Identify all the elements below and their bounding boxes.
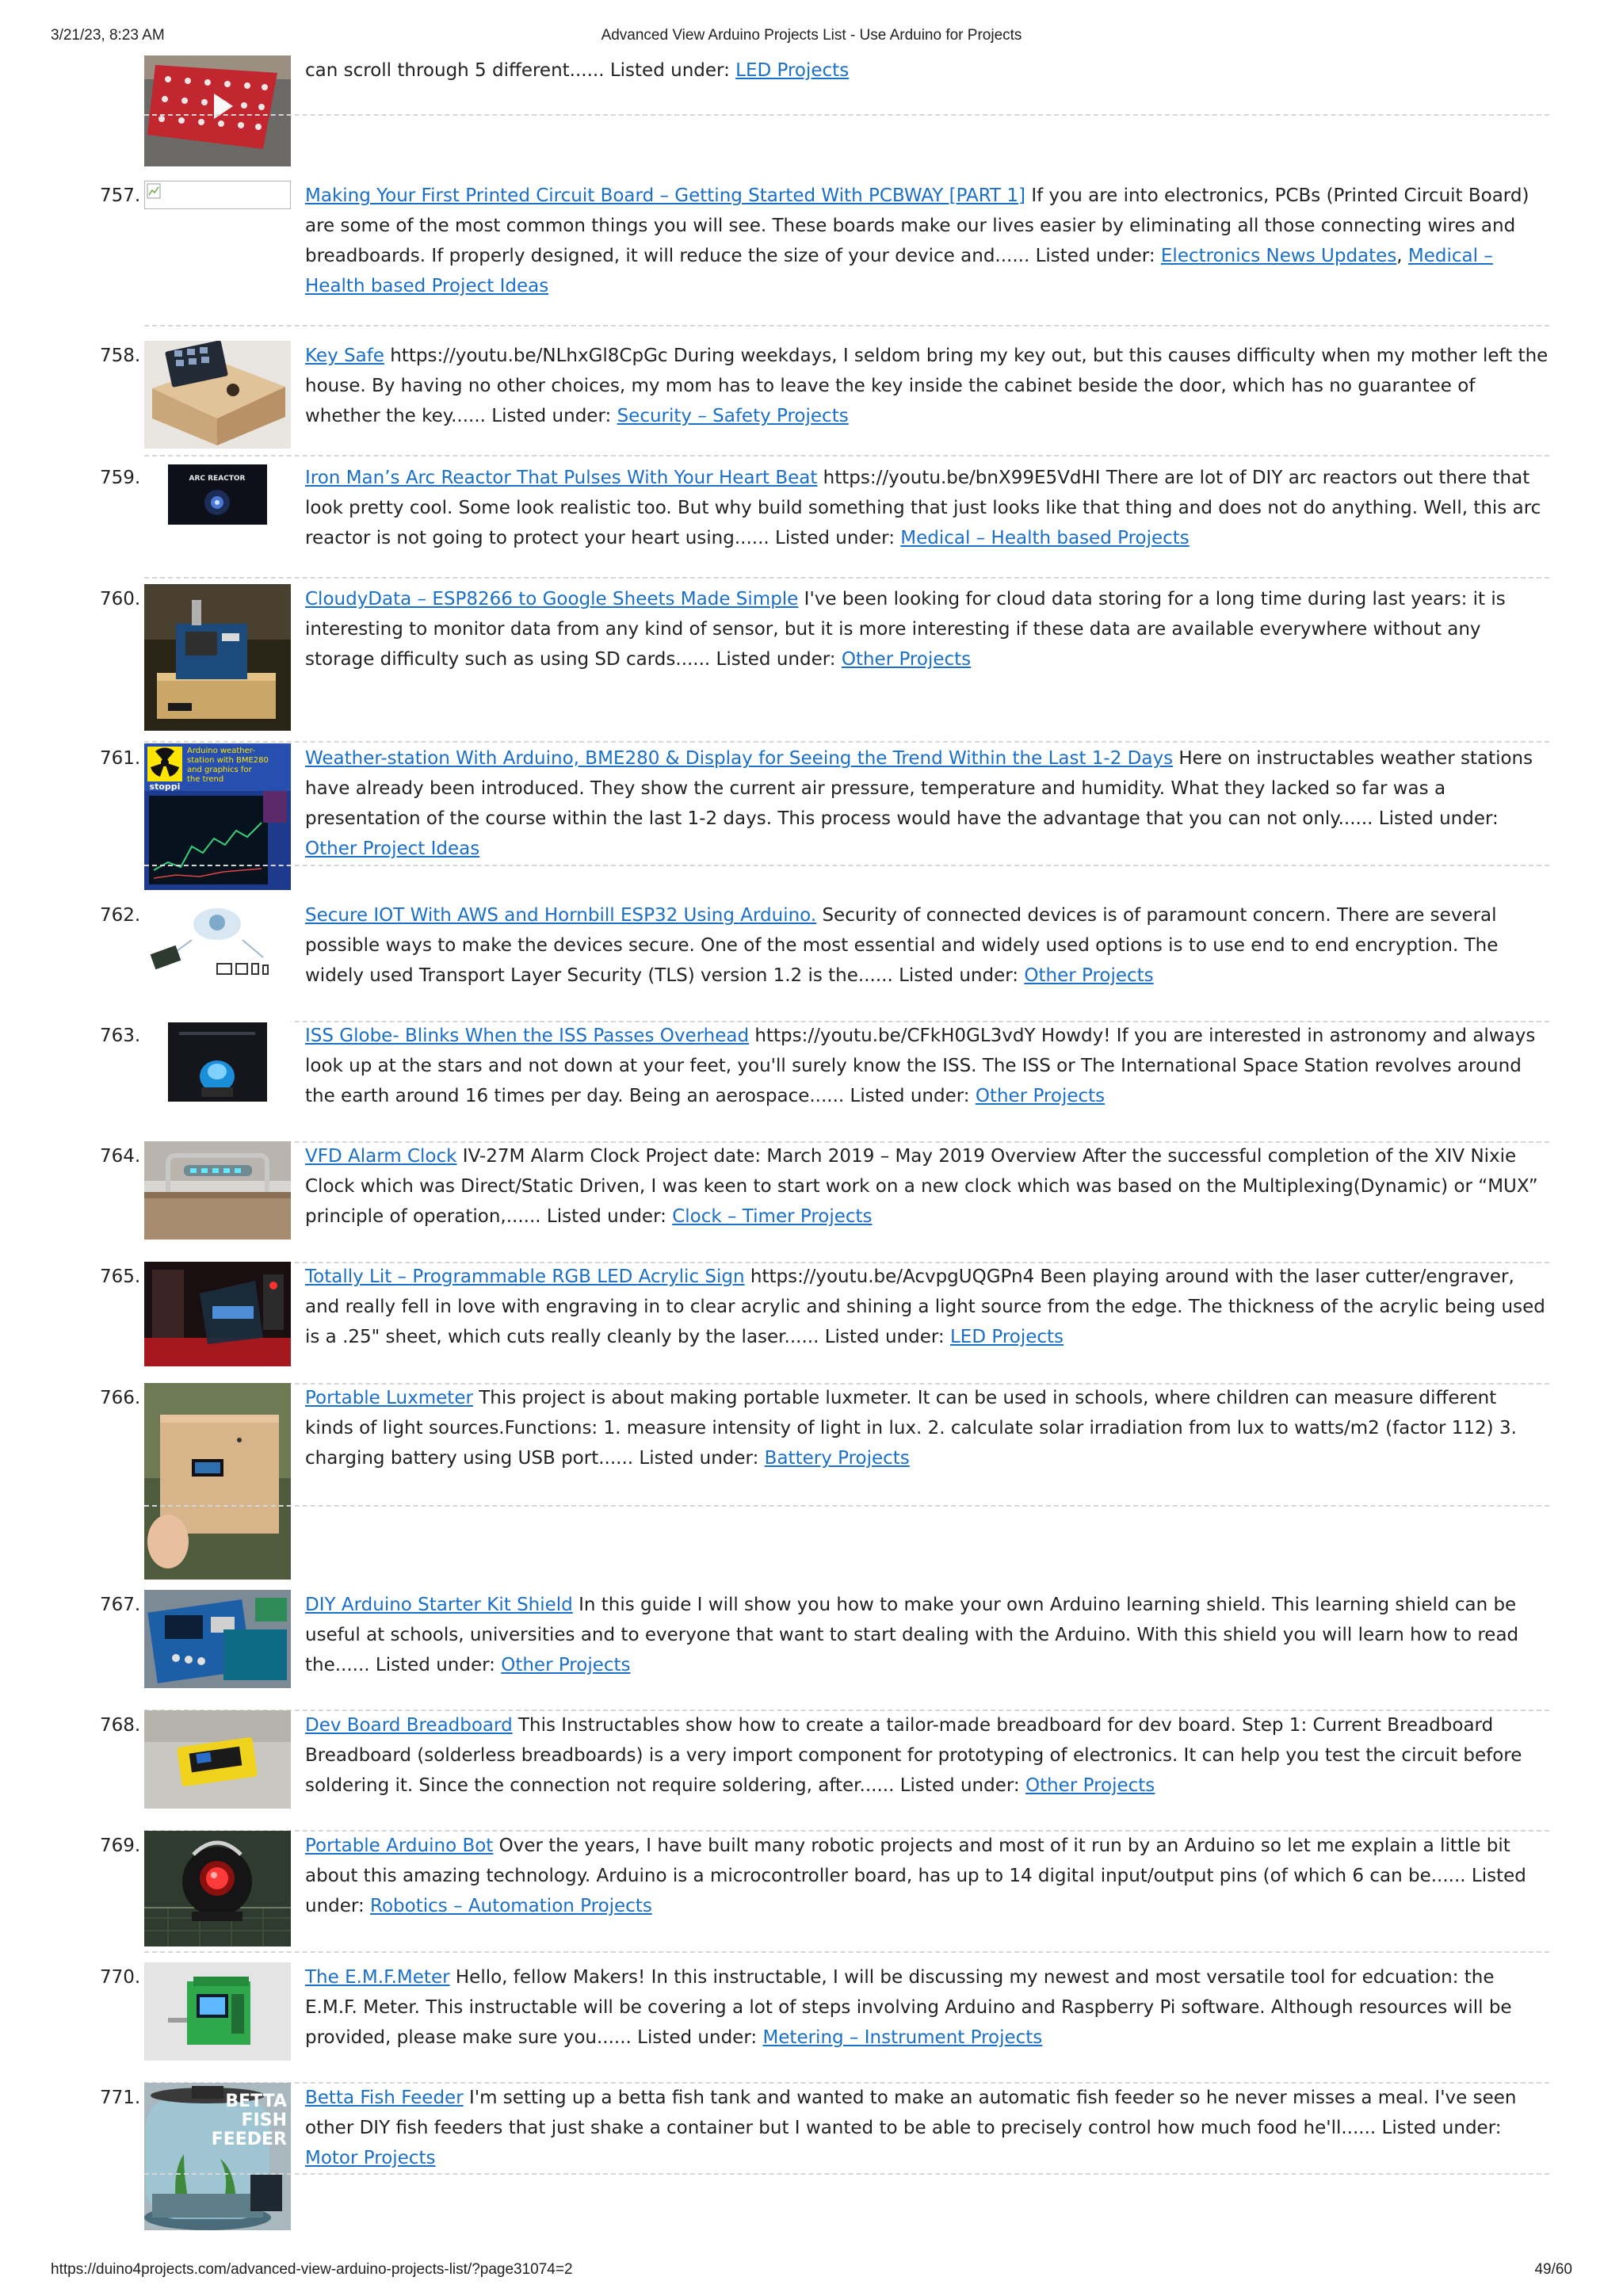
project-text (305, 1383, 1549, 1473)
project-description: This project is about making portable luxmeter. It can be used in schools, where children can measure different kinds of light sources.Functions: 1. measure intensity of light in lux. 2. calculate solar irradiation from lux to watts/m2 (factor 112) 3. charging battery using USB port...... Listed under: (305, 1388, 1517, 1469)
entry-number: 759. (100, 468, 141, 488)
project-description: I've been looking for cloud data storing for a long time during last years: it is interesting to monitor data from any kind of sensor, but it is more interesting if these data are available everywhere without any storage difficulty such as using SD cards...... Listed under: (305, 589, 1506, 670)
entry-number: 761. (100, 748, 141, 769)
print-page-url: https://duino4projects.com/advanced-view-arduino-projects-list/?page31074=2 (51, 2261, 573, 2278)
category-link[interactable]: LED Projects (735, 60, 850, 81)
project-title-link[interactable]: Weather-station With Arduino, BME280 & Display for Seeing the Trend Within the Last 1-2 Days (305, 748, 1174, 769)
category-link[interactable]: LED Projects (949, 1327, 1064, 1347)
project-description: Security of connected devices is of paramount concern. There are several possible ways to make the devices secure. One of the most essential and widely used options is to use end to end encryption. The widely used Transport Layer Security (TLS) version 1.2 is the...... Listed under: (305, 905, 1499, 986)
project-text (305, 584, 1549, 674)
project-description: I'm setting up a betta fish tank and wanted to make an automatic fish feeder so he never misses a meal. I've seen other DIY fish feeders that just shake a container but I wanted to be able to precisely control how much food he'll...... Listed under: (305, 2088, 1517, 2138)
project-title-link[interactable]: Iron Man’s Arc Reactor That Pulses With Your Heart Beat (305, 468, 818, 488)
entry-number: 771. (100, 2088, 141, 2108)
entry-divider (144, 577, 1549, 579)
entry-number: 768. (100, 1715, 141, 1736)
project-description: In this guide I will show you how to make your own Arduino learning shield. This learning shield can be useful at schools, universities and to everyone that want to start dealing with the Arduino. With this shield you will learn how to read the...... Listed under: (305, 1595, 1519, 1675)
project-title-link[interactable]: DIY Arduino Starter Kit Shield (305, 1595, 573, 1615)
entry-divider (144, 2173, 1549, 2175)
project-thumbnail[interactable] (144, 181, 291, 209)
thumbnail-caption: ARC REACTOR (189, 475, 246, 483)
category-link[interactable]: Clock – Timer Projects (672, 1206, 873, 1227)
entry-number: 766. (100, 1388, 141, 1408)
entry-number: 765. (100, 1266, 141, 1287)
project-text (305, 743, 1549, 864)
project-thumbnail[interactable] (144, 463, 291, 526)
entry-number: 764. (100, 1146, 141, 1167)
project-title-link[interactable]: Dev Board Breadboard (305, 1715, 513, 1736)
project-list (0, 55, 1623, 2251)
project-description: can scroll through 5 different...... Listed under: (305, 60, 736, 81)
project-thumbnail[interactable] (144, 2083, 291, 2230)
project-title-link[interactable]: The E.M.F.Meter (305, 1967, 450, 1988)
category-link[interactable]: Other Projects (501, 1655, 631, 1675)
project-thumbnail[interactable] (144, 341, 291, 449)
category-link[interactable]: Electronics News Updates (1160, 246, 1397, 266)
project-thumbnail[interactable] (144, 1962, 291, 2061)
project-text (305, 341, 1549, 431)
project-description: https://youtu.be/CFkH0GL3vdY Howdy! If you are interested in astronomy and always look up at the stars and not down at your feet, you'll surely know the ISS. The ISS or The International Space Station revolves around the earth around 16 times per day. Being an aerospace...... Listed under: (305, 1026, 1536, 1106)
project-text: Making Your First Printed Circuit Board – Getting Started With PCBWAY [PART 1] If you are into electronics, PCBs (Printed Circuit Board) are some of the most common things you will see. These boards make our lives easier by eliminating all those connecting wires and breadboards. If properly designed, it will reduce the size of your device and...... Listed under: Electronics News Updates, Medical – Health based Project Ideas (305, 185, 1529, 296)
thumbnail-caption: FISH (241, 2111, 287, 2130)
project-title-link[interactable]: Making Your First Printed Circuit Board – Getting Started With PCBWAY [PART 1] (305, 185, 1026, 206)
category-link[interactable]: Security – Safety Projects (617, 406, 849, 426)
thumbnail-caption: Arduino weather- (187, 747, 255, 755)
print-header (51, 27, 1572, 49)
entry-number: 762. (100, 905, 141, 926)
project-description: https://youtu.be/AcvpgUQGPn4 Been playing around with the laser cutter/engraver, and really fell in love with engraving in to clear acrylic and shining a light source from the edge. The thickness of the acrylic being used is a .25" sheet, which cuts really cleanly by the laser...... Listed under: (305, 1266, 1545, 1347)
project-thumbnail[interactable] (144, 55, 291, 166)
entry-number: 770. (100, 1967, 141, 1988)
project-title-link[interactable]: CloudyData – ESP8266 to Google Sheets Made Simple (305, 589, 799, 609)
entry-number: 763. (100, 1026, 141, 1046)
category-link[interactable]: Other Projects (1024, 965, 1154, 986)
category-link[interactable]: Motor Projects (305, 2148, 436, 2168)
entry-divider (144, 865, 1549, 866)
entry-divider (144, 325, 1549, 327)
category-link[interactable]: Other Projects (1025, 1775, 1155, 1796)
entry-number: 769. (100, 1836, 141, 1856)
project-title-link[interactable]: Portable Luxmeter (305, 1388, 473, 1408)
thumbnail-caption: station with BME280 (187, 756, 269, 765)
category-link[interactable]: Battery Projects (764, 1448, 910, 1469)
project-thumbnail[interactable] (144, 743, 291, 890)
project-thumbnail[interactable] (144, 1141, 291, 1240)
project-text (305, 2083, 1549, 2173)
project-title-link[interactable]: Totally Lit – Programmable RGB LED Acrylic Sign (305, 1266, 745, 1287)
project-thumbnail[interactable] (144, 1262, 291, 1366)
print-page-title: Advanced View Arduino Projects List - Use Arduino for Projects (601, 27, 1022, 44)
category-link[interactable]: Robotics – Automation Projects (370, 1896, 652, 1916)
project-thumbnail[interactable] (144, 1710, 291, 1809)
project-text (305, 1262, 1549, 1352)
thumbnail-caption: BETTA (225, 2092, 287, 2111)
project-title-link[interactable]: Betta Fish Feeder (305, 2088, 464, 2108)
project-description: https://youtu.be/bnX99E5VdHI There are lot of DIY arc reactors out there that look pretty cool. Some look realistic too. But why build something that just looks like that thing and does not do anything. Well, this arc reactor is not going to protect your heart using...... Listed under: (305, 468, 1541, 548)
category-link[interactable]: Metering – Instrument Projects (762, 2027, 1043, 2048)
project-description: IV-27M Alarm Clock Project date: March 2019 – May 2019 Overview After the successful completion of the XIV Nixie Clock which was Direct/Static Driven, I was keen to start work on a new clock which was based on the Multiplexing(Dynamic) or “MUX” principle of operation,...... Listed under: (305, 1146, 1538, 1227)
project-text (305, 1021, 1549, 1111)
project-thumbnail[interactable] (144, 900, 291, 988)
project-text (305, 900, 1549, 991)
project-title-link[interactable]: Portable Arduino Bot (305, 1836, 494, 1856)
entry-number: 760. (100, 589, 141, 609)
project-text (305, 1141, 1549, 1232)
project-text (305, 1962, 1549, 2053)
project-title-link[interactable]: VFD Alarm Clock (305, 1146, 457, 1167)
project-description: Over the years, I have built many robotic projects and most of it run by an Arduino so let me explain a little bit about this amazing technology. Arduino is a microcontroller board, has up to 14 digital input/output pins (of which 6 can be...... Listed under: (305, 1836, 1526, 1916)
project-thumbnail[interactable] (144, 1021, 291, 1103)
project-description: If you are into electronics, PCBs (Printed Circuit Board) are some of the most common things you will see. These boards make our lives easier by eliminating all those connecting wires and breadboards. If properly designed, it will reduce the size of your device and...... Listed under: (305, 185, 1529, 266)
project-text (305, 1831, 1549, 1921)
project-text (305, 1590, 1549, 1680)
entry-divider (144, 455, 1549, 457)
category-link[interactable]: Other Project Ideas (305, 839, 480, 859)
thumbnail-caption: the trend (187, 775, 224, 784)
entry-number: 758. (100, 346, 141, 366)
project-text (305, 1710, 1549, 1801)
thumbnail-caption: and graphics for (187, 766, 252, 774)
entry-divider (144, 1951, 1549, 1953)
entry-divider (144, 1505, 1549, 1507)
project-thumbnail[interactable] (144, 584, 291, 731)
entry-divider (144, 114, 1549, 116)
entry-number: 767. (100, 1595, 141, 1615)
project-description: This Instructables show how to create a tailor-made breadboard for dev board. Step 1: Current Breadboard Breadboard (solderless breadboards) is a very import component for prototyping of electronics. It can help you test the circuit before soldering it. Since the connection not require soldering, after...... Listed under: (305, 1715, 1522, 1796)
thumbnail-badge: stoppi (149, 781, 181, 792)
project-title-link[interactable]: ISS Globe- Blinks When the ISS Passes Overhead (305, 1026, 750, 1046)
project-text (305, 463, 1549, 553)
category-link[interactable]: Medical – Health based Project Ideas (305, 246, 1493, 296)
project-text (305, 55, 1549, 86)
category-link[interactable]: Other Projects (841, 649, 972, 670)
project-description: Hello, fellow Makers! In this instructable, I will be discussing my newest and most versatile tool for edcuation: the E.M.F. Meter. This instructable will be covering a lot of steps involving Arduino and Raspberry Pi software. Although resources will be provided, please make sure you...... Listed under: (305, 1967, 1512, 2048)
project-thumbnail[interactable] (144, 1383, 291, 1580)
broken-image-icon (147, 184, 160, 198)
project-thumbnail[interactable] (144, 1590, 291, 1688)
print-date: 3/21/23, 8:23 AM (51, 27, 165, 44)
category-link[interactable]: Medical – Health based Projects (900, 528, 1190, 548)
project-description: https://youtu.be/NLhxGl8CpGc During weekdays, I seldom bring my key out, but this causes difficulty when my mother left the house. By having no other choices, my mom has to leave the key inside the cabinet beside the door, which has no guarantee of whether the key...... Listed under: (305, 346, 1549, 426)
project-title-link[interactable]: Secure IOT With AWS and Hornbill ESP32 Using Arduino. (305, 905, 817, 926)
print-page-number: 49/60 (1534, 2261, 1572, 2278)
thumbnail-caption: FEEDER (211, 2130, 287, 2149)
entry-number: 757. (100, 185, 141, 206)
entry-divider (144, 741, 1549, 743)
print-footer (51, 2261, 1572, 2283)
project-description: Here on instructables weather stations have already been introduced. They show the current air pressure, temperature and humidity. What they lacked so far was a presentation of the course within the last 1-2 days. This process would have the advantage that you can not only...... Listed under: (305, 748, 1533, 829)
project-thumbnail[interactable] (144, 1831, 291, 1946)
category-link[interactable]: Other Projects (975, 1086, 1106, 1106)
project-title-link[interactable]: Key Safe (305, 346, 384, 366)
